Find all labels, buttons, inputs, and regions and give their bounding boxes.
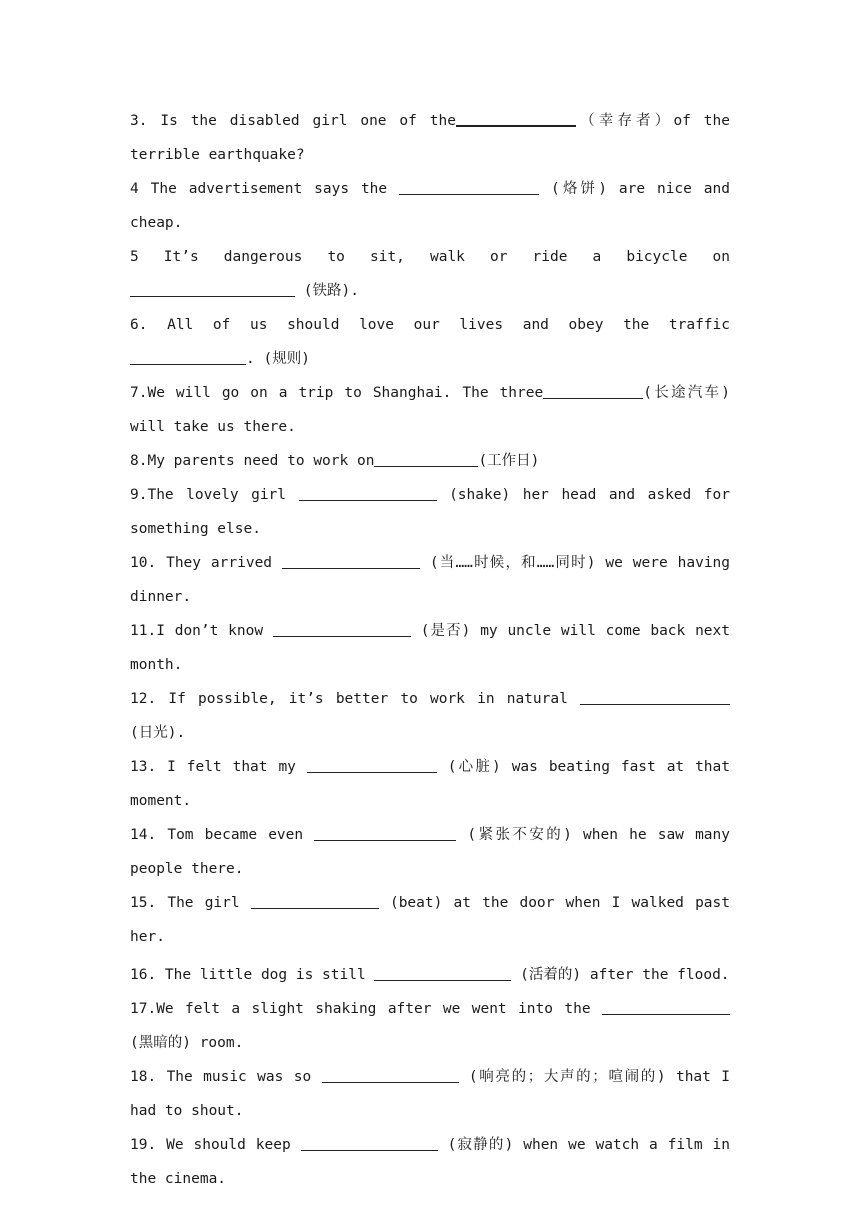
question-6: 6. All of us should love our lives and obey the traffic . (规则) [130, 317, 730, 367]
answer-blank[interactable] [299, 482, 437, 501]
answer-blank[interactable] [282, 550, 420, 569]
question-11: 11.I don’t know (是否) my uncle will come back next month. [130, 614, 730, 682]
answer-blank[interactable] [251, 890, 379, 909]
answer-blank[interactable] [374, 962, 511, 981]
answer-blank[interactable] [543, 380, 643, 399]
answer-blank[interactable] [456, 107, 576, 127]
question-5: 5 It’s dangerous to sit, walk or ride a bicycle on (铁路). [130, 249, 730, 299]
question-14: 14. Tom became even (紧张不安的) when he saw many people there. [130, 818, 730, 886]
answer-blank[interactable] [301, 1132, 438, 1151]
question-9: 9.The lovely girl (shake) her head and asked for something else. [130, 478, 730, 546]
question-17: 17.We felt a slight shaking after we went into the (黑暗的) room. [130, 992, 730, 1060]
answer-blank[interactable] [322, 1064, 459, 1083]
question-4: 4 The advertisement says the (烙饼) are nice and cheap. [130, 172, 730, 240]
question-3: 3. Is the disabled girl one of the （幸存者）of the terrible earthquake? [130, 104, 730, 172]
answer-blank[interactable] [580, 686, 730, 705]
question-18: 18. The music was so (响亮的；大声的；喧闹的) that I had to shout. [130, 1060, 730, 1128]
question-8: 8.My parents need to work on (工作日) [130, 444, 730, 478]
question-16: 16. The little dog is still (活着的) after the flood. [130, 958, 730, 992]
answer-blank[interactable] [307, 754, 437, 773]
question-19: 19. We should keep (寂静的) when we watch a film in the cinema. [130, 1128, 730, 1196]
answer-blank[interactable] [374, 448, 478, 467]
answer-blank[interactable] [314, 822, 456, 841]
question-7: 7.We will go on a trip to Shanghai. The three (长途汽车) will take us there. [130, 376, 730, 444]
question-10: 10. They arrived (当……时候，和……同时) we were having dinner. [130, 546, 730, 614]
answer-blank[interactable] [602, 996, 730, 1015]
answer-blank[interactable] [399, 176, 539, 195]
question-12: 12. If possible, it’s better to work in natural (日光). [130, 682, 730, 750]
answer-blank[interactable] [130, 278, 295, 297]
answer-blank[interactable] [130, 346, 246, 365]
worksheet [130, 104, 730, 1196]
question-13: 13. I felt that my (心脏) was beating fast at that moment. [130, 750, 730, 818]
answer-blank[interactable] [273, 618, 411, 637]
question-15: 15. The girl (beat) at the door when I walked past her. [130, 886, 730, 954]
